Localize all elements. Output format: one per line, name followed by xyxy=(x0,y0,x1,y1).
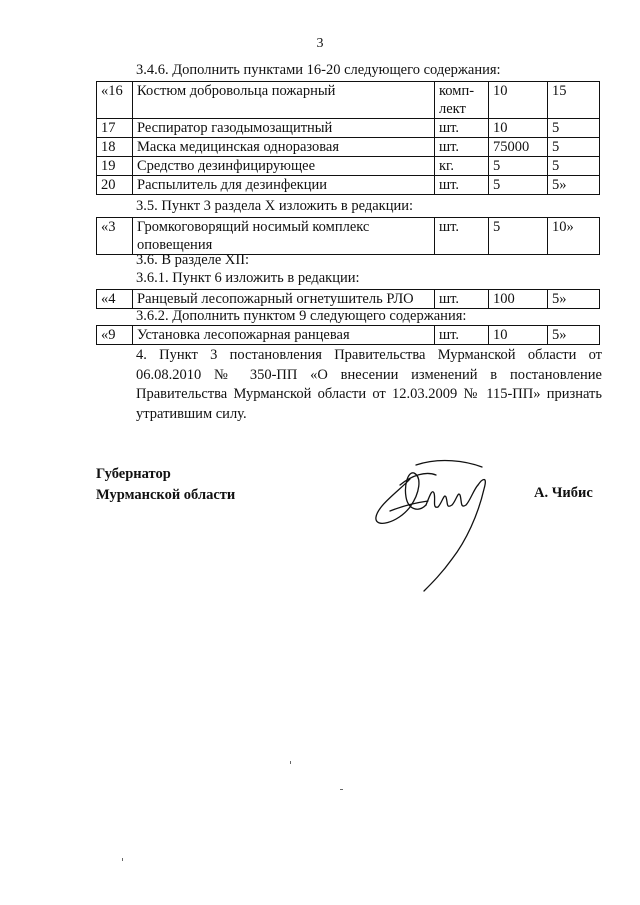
table-row xyxy=(97,326,600,345)
cell-quantity: 10 xyxy=(489,326,548,345)
cell-period: 10» xyxy=(548,218,600,255)
cell-quantity: 75000 xyxy=(489,138,548,157)
cell-unit: шт. xyxy=(435,119,489,138)
cell-item-name: Установка лесопожарная ранцевая xyxy=(133,326,435,345)
clause-3-6: 3.6. В разделе XII: xyxy=(136,252,250,268)
cell-period: 5 xyxy=(548,119,600,138)
items-table-section-x xyxy=(96,217,600,255)
paragraph-4 xyxy=(96,346,602,424)
cell-period: 5 xyxy=(548,157,600,176)
clause-3-4-6: 3.4.6. Дополнить пунктами 16-20 следующего содержания: xyxy=(136,62,501,78)
cell-item-name: Средство дезинфицирующее xyxy=(133,157,435,176)
cell-item-name: Маска медицинская одноразовая xyxy=(133,138,435,157)
signatory-title-line-1: Губернатор xyxy=(96,466,171,482)
table-row xyxy=(97,157,600,176)
paragraph-4-text: 4. Пункт 3 постановления Правительства Мурманской области от 06.08.2010 № 350-ПП «О внесении изменений в постановление Правительства Мурманской области от 12.03.2009 № 115-ПП» признать утратившим силу. xyxy=(136,347,602,422)
cell-period: 5» xyxy=(548,290,600,309)
cell-unit: шт. xyxy=(435,326,489,345)
cell-item-name: Костюм добровольца пожарный xyxy=(133,82,435,119)
cell-row-number: 18 xyxy=(97,138,133,157)
cell-period: 5» xyxy=(548,176,600,195)
cell-row-number: «9 xyxy=(97,326,133,345)
cell-quantity: 100 xyxy=(489,290,548,309)
cell-item-name: Громкоговорящий носимый комплекс оповещения xyxy=(133,218,435,255)
cell-unit: шт. xyxy=(435,138,489,157)
clause-3-6-1: 3.6.1. Пункт 6 изложить в редакции: xyxy=(136,270,360,286)
table-row xyxy=(97,290,600,309)
page-number: 3 xyxy=(316,36,324,51)
cell-row-number: «3 xyxy=(97,218,133,255)
cell-period: 15 xyxy=(548,82,600,119)
table-row xyxy=(97,218,600,255)
cell-quantity: 10 xyxy=(489,119,548,138)
cell-row-number: «4 xyxy=(97,290,133,309)
clause-3-6-2: 3.6.2. Дополнить пунктом 9 следующего содержания: xyxy=(136,308,467,324)
cell-row-number: 19 xyxy=(97,157,133,176)
signatory-name: А. Чибис xyxy=(534,485,593,501)
signatory-title-line-2: Мурманской области xyxy=(96,487,236,503)
cell-unit: кг. xyxy=(435,157,489,176)
cell-period: 5» xyxy=(548,326,600,345)
cell-quantity: 5 xyxy=(489,157,548,176)
cell-unit: шт. xyxy=(435,290,489,309)
scan-speck xyxy=(290,761,291,764)
items-table-point-6 xyxy=(96,289,600,309)
cell-row-number: 20 xyxy=(97,176,133,195)
cell-item-name: Распылитель для дезинфекции xyxy=(133,176,435,195)
table-row xyxy=(97,119,600,138)
table-row xyxy=(97,176,600,195)
items-table-16-20 xyxy=(96,81,600,195)
cell-row-number: 17 xyxy=(97,119,133,138)
scan-speck xyxy=(340,789,343,790)
cell-item-name: Респиратор газодымозащитный xyxy=(133,119,435,138)
cell-quantity: 10 xyxy=(489,82,548,119)
cell-quantity: 5 xyxy=(489,176,548,195)
table-row xyxy=(97,138,600,157)
cell-row-number: «16 xyxy=(97,82,133,119)
table-row xyxy=(97,82,600,119)
items-table-point-9 xyxy=(96,325,600,345)
cell-unit: шт. xyxy=(435,176,489,195)
cell-unit: комп-лект xyxy=(435,82,489,119)
handwritten-signature xyxy=(370,445,510,595)
scan-speck xyxy=(122,858,123,861)
cell-quantity: 5 xyxy=(489,218,548,255)
clause-3-5: 3.5. Пункт 3 раздела Х изложить в редакции: xyxy=(136,198,414,214)
signatory-title xyxy=(96,464,235,506)
cell-period: 5 xyxy=(548,138,600,157)
cell-item-name: Ранцевый лесопожарный огнетушитель РЛО xyxy=(133,290,435,309)
cell-unit: шт. xyxy=(435,218,489,255)
